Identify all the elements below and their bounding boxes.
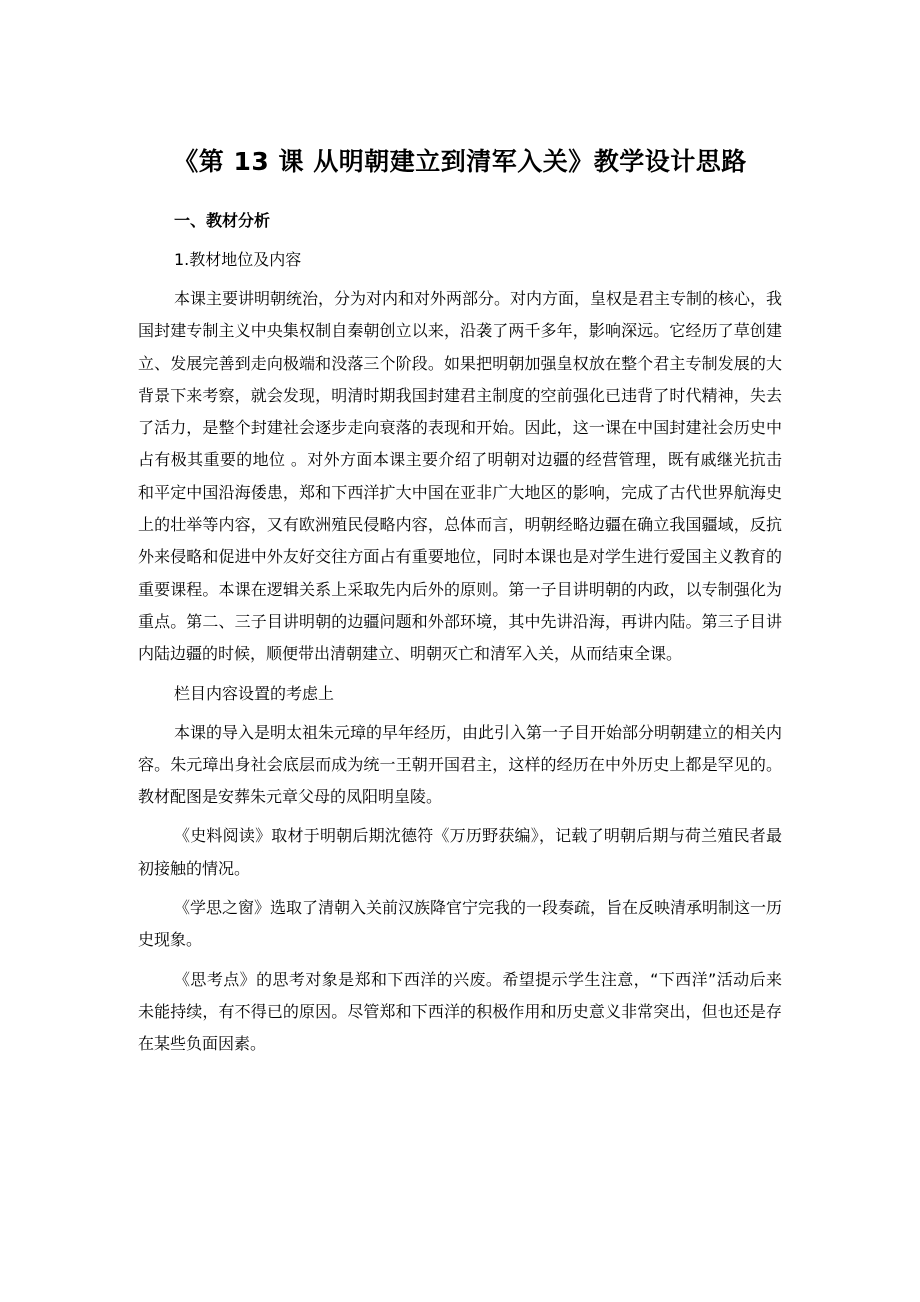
section-heading-textbook-analysis: 一、教材分析 (174, 211, 271, 230)
paragraph-historical-reading: 《史料阅读》取材于明朝后期沈德符《万历野获编》，记载了明朝后期与荷兰殖民者最初接触的情况。 (138, 826, 782, 878)
document-body (138, 205, 782, 1068)
document-title: 《第 13 课 从明朝建立到清军入关》教学设计思路 (173, 147, 747, 176)
paragraph-learning-window: 《学思之窗》选取了清朝入关前汉族降官宁完我的一段奏疏，旨在反映清承明制这一历史现象。 (138, 898, 783, 950)
paragraph-thinking-point: 《思考点》的思考对象是郑和下西洋的兴废。希望提示学生注意，“下西洋”活动后来未能持续，有不得已的原因。尽管郑和下西洋的积极作用和历史意义非常突出，但也还是存在某些负面因素。 (138, 969, 782, 1054)
subsection-heading-status-and-content: 1.教材地位及内容 (174, 250, 302, 269)
subsection-heading-column-design: 栏目内容设置的考虑上 (174, 683, 335, 703)
paragraph-lesson-overview: 本课主要讲明朝统治，分为对内和对外两部分。对内方面，皇权是君主专制的核心，我国封建专制主义中央集权制自秦朝创立以来，沿袭了两千多年，影响深远。它经历了草创建立、发展完善到走向极端和没落三个阶段。如果把明朝加强皇权放在整个君主专制发展的大背景下来考察，就会发现，明清时期我国封建君主制度的空前强化已违背了时代精神，失去了活力，是整个封建社会逐步走向衰落的表现和开始。因此，这一课在中国封建社会历史中占有极其重要的地位 。对外方面本课主要介绍了明朝对边疆的经营管理，既有戚继光抗击和平定中国沿海倭患，郑和下西洋扩大中国在亚非广大地区的影响，完成了古代世界航海史上的壮举等内容，又有欧洲殖民侵略内容，总体而言，明朝经略边疆在确立我国疆域，反抗外来侵略和促进中外友好交往方面占有重要地位，同时本课也是对学生进行爱国主义教育的重要课程。本课在逻辑关系上采取先内后外的原则。第一子目讲明朝的内政，以专制强化为重点。第二、三子目讲明朝的边疆问题和外部环境，其中先讲沿海，再讲内陆。第三子目讲内陆边疆的时候，顺便带出清朝建立、明朝灭亡和清军入关，从而结束全课。 (138, 289, 783, 664)
paragraph-introduction: 本课的导入是明太祖朱元璋的早年经历，由此引入第一子目开始部分明朝建立的相关内容。朱元璋出身社会底层而成为统一王朝开国君主，这样的经历在中外历史上都是罕见的。教材配图是安葬朱元章父母的凤阳明皇陵。 (138, 722, 783, 807)
